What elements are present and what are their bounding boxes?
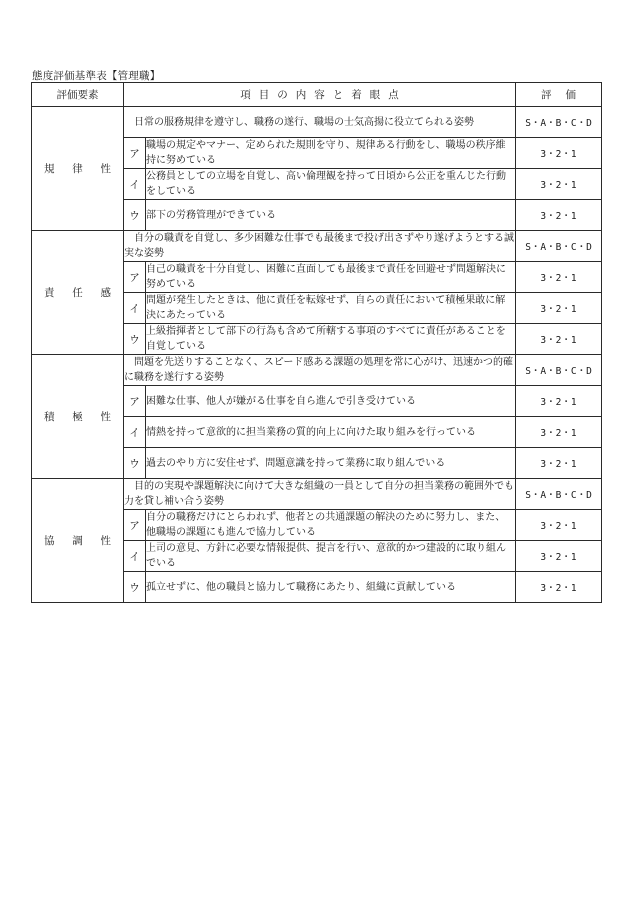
evaluation-criteria-table [31,82,602,603]
item-text: 上級指揮者として部下の行為も含めて所轄する事項のすべてに責任があることを自覚している [146,324,516,355]
grade-scale: S・A・B・C・D [516,231,602,262]
score-scale: 3・2・1 [516,324,602,355]
item-text: 職場の規定やマナー、定められた規則を守り、規律ある行動をし、職場の秩序維持に努めている [146,138,516,169]
header-evaluation: 評価 [516,83,602,107]
lead-text: 目的の実現や課題解決に向けて大きな組織の一員として自分の担当業務の範囲外でも力を貸し補い合う姿勢 [124,479,516,510]
element-label [32,479,124,603]
element-char: 性 [100,411,111,423]
element-char: 規 [44,163,55,175]
element-char: 協 [44,535,55,547]
item-text: 自分の職務だけにとらわれず、他者との共通課題の解決のために努力し、また、他職場の課題にも進んで協力している [146,510,516,541]
item-text: 情熱を持って意欲的に担当業務の質的向上に向けた取り組みを行っている [146,417,516,448]
section-lead-row [32,355,602,386]
grade-scale: S・A・B・C・D [516,107,602,138]
document-title: 態度評価基準表【管理職】 [32,70,161,82]
table-header-row [32,83,602,107]
grade-scale: S・A・B・C・D [516,479,602,510]
item-mark: イ [124,293,146,324]
score-scale: 3・2・1 [516,169,602,200]
item-text: 部下の労務管理ができている [146,200,516,231]
lead-text: 問題を先送りすることなく、スピード感ある課題の処理を常に心がけ、迅速かつ的確に職務を遂行する姿勢 [124,355,516,386]
element-label [32,355,124,479]
item-text: 困難な仕事、他人が嫌がる仕事を自ら進んで引き受けている [146,386,516,417]
score-scale: 3・2・1 [516,572,602,603]
score-scale: 3・2・1 [516,541,602,572]
item-text: 上司の意見、方針に必要な情報提供、提言を行い、意欲的かつ建設的に取り組んでいる [146,541,516,572]
item-mark: ウ [124,572,146,603]
item-mark: ア [124,262,146,293]
item-mark: ア [124,386,146,417]
grade-scale: S・A・B・C・D [516,355,602,386]
lead-text: 日常の服務規律を遵守し、職務の遂行、職場の士気高揚に役立てられる姿勢 [124,107,516,138]
lead-text: 自分の職責を自覚し、多少困難な仕事でも最後まで投げ出さずやり遂げようとする誠実な姿勢 [124,231,516,262]
section-cooperation [32,479,602,603]
score-scale: 3・2・1 [516,200,602,231]
item-mark: イ [124,541,146,572]
element-char: 責 [44,287,55,299]
score-scale: 3・2・1 [516,293,602,324]
section-responsibility [32,231,602,355]
element-char: 積 [44,411,55,423]
item-text: 問題が発生したときは、他に責任を転嫁せず、自らの責任において積極果敢に解決にあたっている [146,293,516,324]
section-lead-row [32,107,602,138]
item-mark: イ [124,169,146,200]
header-content: 項目の内容と着眼点 [124,83,516,107]
header-element: 評価要素 [32,83,124,107]
section-initiative [32,355,602,479]
item-mark: ウ [124,200,146,231]
element-char: 感 [100,287,111,299]
item-mark: ア [124,510,146,541]
element-char: 調 [72,535,83,547]
score-scale: 3・2・1 [516,386,602,417]
element-char: 性 [100,535,111,547]
item-mark: ウ [124,448,146,479]
score-scale: 3・2・1 [516,448,602,479]
element-char: 律 [72,163,83,175]
section-discipline [32,107,602,231]
item-mark: ウ [124,324,146,355]
item-text: 過去のやり方に安住せず、問題意識を持って業務に取り組んでいる [146,448,516,479]
section-lead-row [32,231,602,262]
element-label [32,107,124,231]
element-char: 極 [72,411,83,423]
score-scale: 3・2・1 [516,262,602,293]
item-mark: イ [124,417,146,448]
score-scale: 3・2・1 [516,417,602,448]
item-text: 公務員としての立場を自覚し、高い倫理観を持って日頃から公正を重んじた行動をしている [146,169,516,200]
element-char: 性 [100,163,111,175]
element-label [32,231,124,355]
item-mark: ア [124,138,146,169]
element-char: 任 [72,287,83,299]
score-scale: 3・2・1 [516,510,602,541]
item-text: 自己の職責を十分自覚し、困難に直面しても最後まで責任を回避せず問題解決に努めている [146,262,516,293]
item-text: 孤立せずに、他の職員と協力して職務にあたり、組織に貢献している [146,572,516,603]
score-scale: 3・2・1 [516,138,602,169]
section-lead-row [32,479,602,510]
